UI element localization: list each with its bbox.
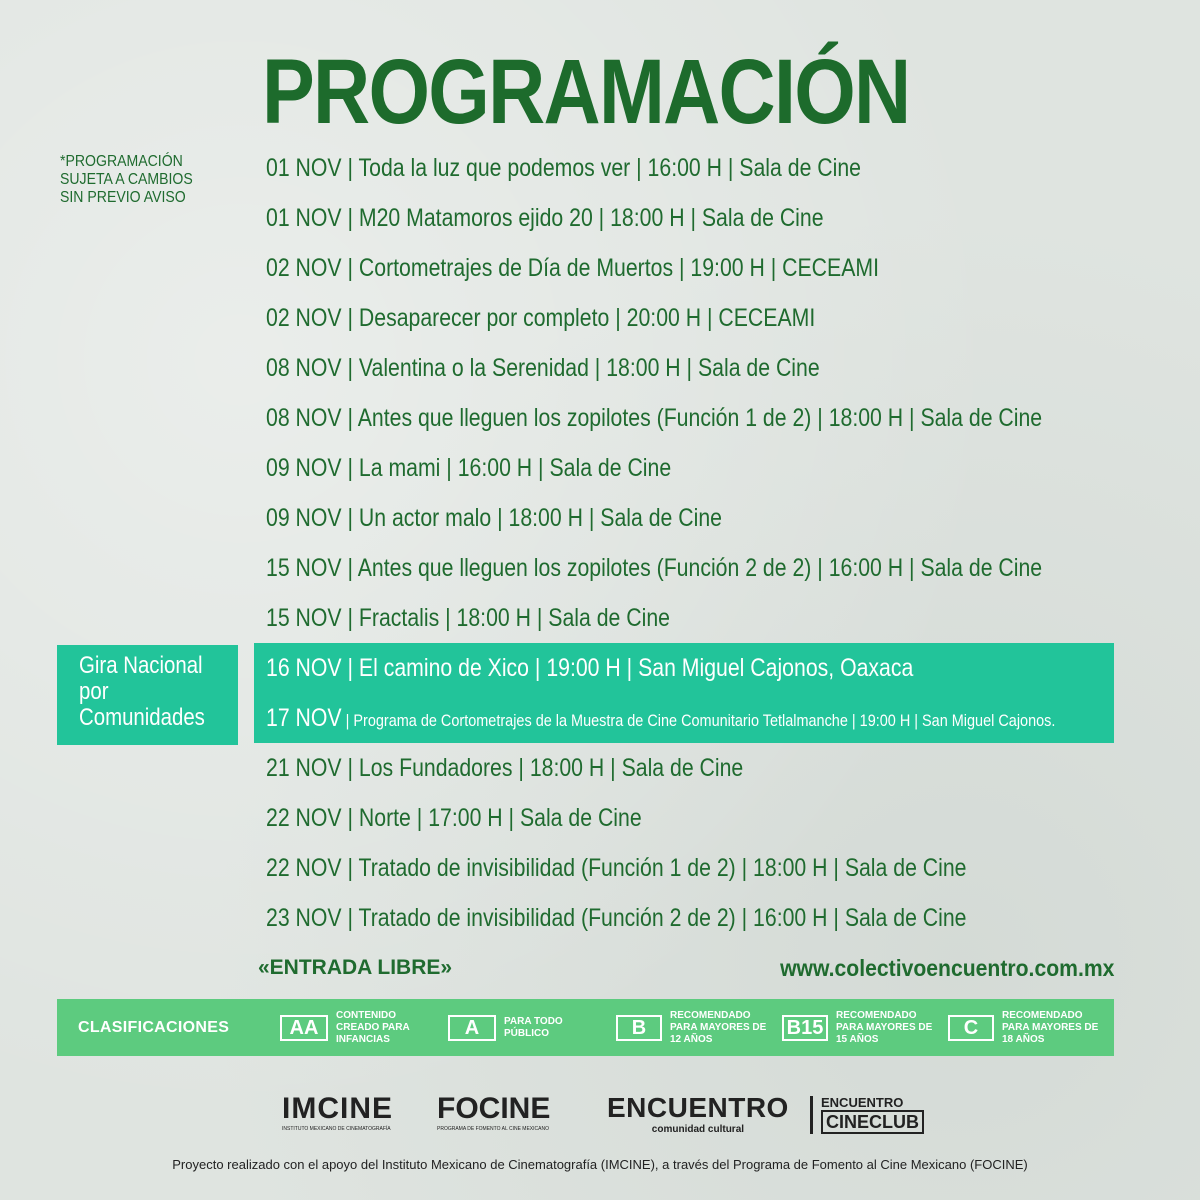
ratings-bar: [57, 999, 1114, 1056]
schedule-row-highlighted: [254, 693, 1114, 743]
rating-item: [948, 1010, 1102, 1046]
ratings-label: CLASIFICACIONES: [78, 1018, 230, 1036]
schedule-list: [254, 143, 1114, 943]
schedule-row: 15 NOV | Antes que lleguen los zopilotes (Función 2 de 2) | 16:00 H | Sala de Cine: [266, 554, 1043, 582]
schedule-row: 15 NOV | Fractalis | 18:00 H | Sala de Cine: [266, 604, 670, 632]
imcine-logo: IMCINE INSTITUTO MEXICANO DE CINEMATOGRAFÍA: [282, 1092, 393, 1132]
schedule-row: 09 NOV | Un actor malo | 18:00 H | Sala de Cine: [266, 504, 722, 532]
schedule-row: 01 NOV | Toda la luz que podemos ver | 16:00 H | Sala de Cine: [266, 154, 861, 182]
rating-badge: AA: [280, 1015, 328, 1041]
schedule-disclaimer: [60, 153, 218, 207]
gira-line: Comunidades: [79, 704, 205, 731]
schedule-row-highlighted: 16 NOV | El camino de Xico | 19:00 H | San Miguel Cajonos, Oaxaca: [254, 643, 1114, 693]
rating-item: [616, 1010, 770, 1046]
rating-item: [448, 1015, 604, 1041]
schedule-row: 22 NOV | Tratado de invisibilidad (Función 1 de 2) | 18:00 H | Sala de Cine: [266, 854, 967, 882]
rating-badge: B: [616, 1015, 662, 1041]
disclaimer-line: *PROGRAMACIÓN: [60, 153, 183, 170]
free-entry-label: «ENTRADA LIBRE»: [258, 956, 453, 979]
schedule-row: 01 NOV | M20 Matamoros ejido 20 | 18:00 H | Sala de Cine: [266, 204, 824, 232]
schedule-row: 08 NOV | Valentina o la Serenidad | 18:00 H | Sala de Cine: [266, 354, 820, 382]
row-date: 17 NOV: [266, 704, 342, 732]
gira-line: por: [79, 678, 109, 705]
focine-logo: FOCINE PROGRAMA DE FOMENTO AL CINE MEXICANO: [437, 1092, 551, 1132]
disclaimer-line: SIN PREVIO AVISO: [60, 189, 186, 206]
rating-desc: RECOMENDADO PARA MAYORES DE 12 AÑOS: [670, 1009, 767, 1045]
rating-desc: CONTENIDO CREADO PARA INFANCIAS: [336, 1009, 410, 1045]
rating-desc: RECOMENDADO PARA MAYORES DE 18 AÑOS: [1002, 1009, 1099, 1045]
rating-item: [782, 1010, 936, 1046]
gira-nacional-label: [57, 645, 238, 745]
schedule-row: 02 NOV | Cortometrajes de Día de Muertos | 19:00 H | CECEAMI: [266, 254, 879, 282]
rating-desc: PARA TODO PÚBLICO: [504, 1015, 563, 1039]
rating-badge: A: [448, 1015, 496, 1041]
schedule-row: 08 NOV | Antes que lleguen los zopilotes (Función 1 de 2) | 18:00 H | Sala de Cine: [266, 404, 1043, 432]
website-link[interactable]: www.colectivoencuentro.com.mx: [779, 955, 1114, 981]
cineclub-logo: ENCUENTRO CINECLUB: [810, 1096, 924, 1134]
schedule-row: 23 NOV | Tratado de invisibilidad (Función 2 de 2) | 16:00 H | Sala de Cine: [266, 904, 967, 932]
page-title: PROGRAMACIÓN: [262, 41, 910, 143]
row-detail: | Programa de Cortometrajes de la Muestra de Cine Comunitario Tetlalmanche | 19:00 H | San Miguel Cajonos.: [345, 711, 1056, 730]
schedule-row: 02 NOV | Desaparecer por completo | 20:00 H | CECEAMI: [266, 304, 816, 332]
gira-line: Gira Nacional: [79, 652, 203, 679]
rating-desc: RECOMENDADO PARA MAYORES DE 15 AÑOS: [836, 1009, 933, 1045]
schedule-row: 21 NOV | Los Fundadores | 18:00 H | Sala de Cine: [266, 754, 744, 782]
rating-item: [280, 1010, 436, 1046]
schedule-row: 22 NOV | Norte | 17:00 H | Sala de Cine: [266, 804, 642, 832]
schedule-row: 09 NOV | La mami | 16:00 H | Sala de Cine: [266, 454, 672, 482]
encuentro-logo: ENCUENTRO comunidad cultural: [607, 1092, 789, 1135]
rating-badge: C: [948, 1015, 994, 1041]
footer-credits: Proyecto realizado con el apoyo del Instituto Mexicano de Cinematografía (IMCINE), a través del Programa de Fomento al Cine Mexicano (FOCINE): [172, 1157, 1028, 1172]
rating-badge: B15: [782, 1015, 828, 1041]
sponsor-logos: [0, 1092, 1200, 1142]
disclaimer-line: SUJETA A CAMBIOS: [60, 171, 193, 188]
